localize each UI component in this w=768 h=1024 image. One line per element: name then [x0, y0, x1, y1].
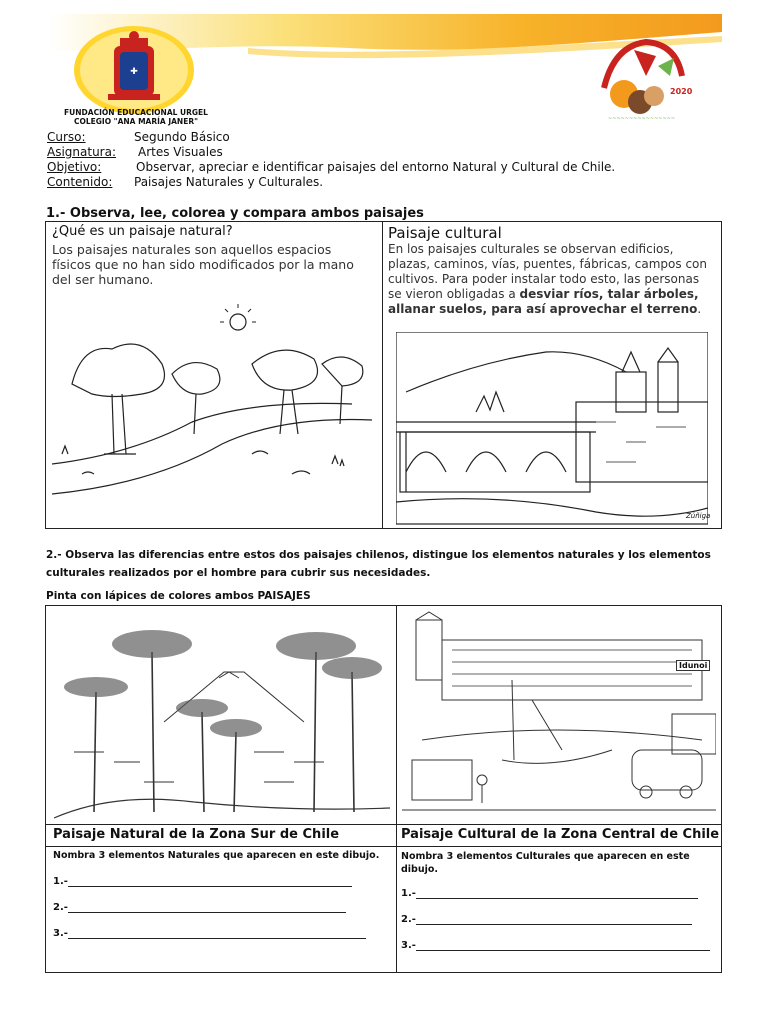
- natural-answer-3[interactable]: [53, 928, 366, 939]
- artist-signature: Zúñiga: [686, 512, 711, 520]
- answer-line[interactable]: [68, 902, 346, 913]
- natural-title: ¿Qué es un paisaje natural?: [52, 224, 233, 239]
- cultural-text: [388, 242, 707, 317]
- institution-line-2: COLEGIO "ANA MARÍA JANER": [73, 117, 199, 126]
- text-bold: allanar suelos, para así aprovechar el terreno: [388, 302, 698, 316]
- anniversary-logo: [594, 36, 692, 126]
- item-number: 2.-: [401, 914, 416, 925]
- cultural-prompt: [401, 850, 690, 876]
- text-line: cultivos. Para poder instalar todo esto, las personas: [388, 272, 700, 286]
- row-divider: [46, 846, 721, 847]
- text-line: del ser humano.: [52, 272, 154, 287]
- section1-box: [45, 221, 722, 529]
- meta-key: Contenido:: [47, 175, 113, 189]
- natural-landscape-drawing: [52, 304, 374, 500]
- text-line: [388, 287, 707, 302]
- school-crest-logo: [70, 24, 198, 116]
- cultural-answer-1[interactable]: [401, 888, 698, 899]
- text-line: [388, 302, 707, 317]
- paint-instruction: Pinta con lápices de colores ambos PAISAJES: [46, 590, 311, 602]
- text-line: En los paisajes culturales se observan edificios,: [388, 242, 674, 256]
- meta-value: Paisajes Naturales y Culturales.: [134, 175, 324, 189]
- heading-line: culturales realizados por el hombre para cubrir sus necesidades.: [46, 567, 431, 579]
- heading-line: 2.- Observa las diferencias entre estos dos paisajes chilenos, distingue los elementos naturales y los elementos: [46, 549, 711, 561]
- cultural-landscape-drawing: [396, 332, 711, 528]
- cultural-answer-3[interactable]: [401, 940, 710, 951]
- meta-value: Observar, apreciar e identificar paisajes del entorno Natural y Cultural de Chile.: [136, 160, 616, 174]
- svg-text:~~~~~~~~~~~~~~~~: ~~~~~~~~~~~~~~~~: [608, 116, 676, 122]
- meta-key: Curso:: [47, 130, 86, 144]
- text-part: .: [697, 302, 702, 316]
- institution-name: [48, 108, 224, 126]
- row-divider: [46, 824, 721, 825]
- item-number: 2.-: [53, 902, 68, 913]
- column-divider: [396, 606, 397, 972]
- shop-sign: Idunoi: [676, 660, 710, 671]
- section1-heading: 1.- Observa, lee, colorea y compara ambos paisajes: [46, 206, 424, 221]
- logo-year: 2020: [670, 87, 692, 96]
- cultural-answer-2[interactable]: [401, 914, 692, 925]
- natural-prompt: Nombra 3 elementos Naturales que aparecen en este dibujo.: [53, 850, 380, 861]
- text-line: Los paisajes naturales son aquellos espacios: [52, 242, 332, 257]
- text-bold: desviar ríos, talar árboles,: [519, 287, 699, 301]
- natural-answer-1[interactable]: [53, 876, 352, 887]
- answer-line[interactable]: [416, 914, 692, 925]
- prompt-line: dibujo.: [401, 864, 439, 875]
- section2-box: [45, 605, 722, 973]
- section2-heading: [46, 546, 711, 582]
- item-number: 1.-: [53, 876, 68, 887]
- prompt-line: Nombra 3 elementos Culturales que aparecen en este: [401, 851, 690, 862]
- meta-key: Objetivo:: [47, 160, 102, 174]
- meta-value: Artes Visuales: [138, 145, 223, 159]
- answer-line[interactable]: [68, 928, 366, 939]
- text-line: plazas, caminos, vías, puentes, fábricas, campos con: [388, 257, 707, 271]
- answer-line[interactable]: [416, 888, 698, 899]
- answer-line[interactable]: [68, 876, 352, 887]
- meta-value: Segundo Básico: [134, 130, 230, 144]
- svg-text:✚: ✚: [130, 67, 138, 77]
- item-number: 3.-: [53, 928, 68, 939]
- text-part: se vieron obligadas a: [388, 287, 520, 301]
- institution-line-1: FUNDACIÓN EDUCACIONAL URGEL: [64, 108, 208, 117]
- meta-key: Asignatura:: [47, 145, 117, 159]
- text-line: físicos que no han sido modificados por la mano: [52, 257, 354, 272]
- item-number: 3.-: [401, 940, 416, 951]
- port-city-drawing: [402, 610, 716, 822]
- column-divider: [382, 222, 383, 528]
- cultural-title: Paisaje cultural: [388, 224, 502, 242]
- natural-answer-2[interactable]: [53, 902, 346, 913]
- answer-line[interactable]: [416, 940, 710, 951]
- natural-caption: Paisaje Natural de la Zona Sur de Chile: [53, 827, 340, 842]
- natural-text: [52, 242, 354, 287]
- item-number: 1.-: [401, 888, 416, 899]
- araucaria-forest-drawing: [54, 612, 390, 822]
- cultural-caption: Paisaje Cultural de la Zona Central de Chile: [401, 827, 720, 842]
